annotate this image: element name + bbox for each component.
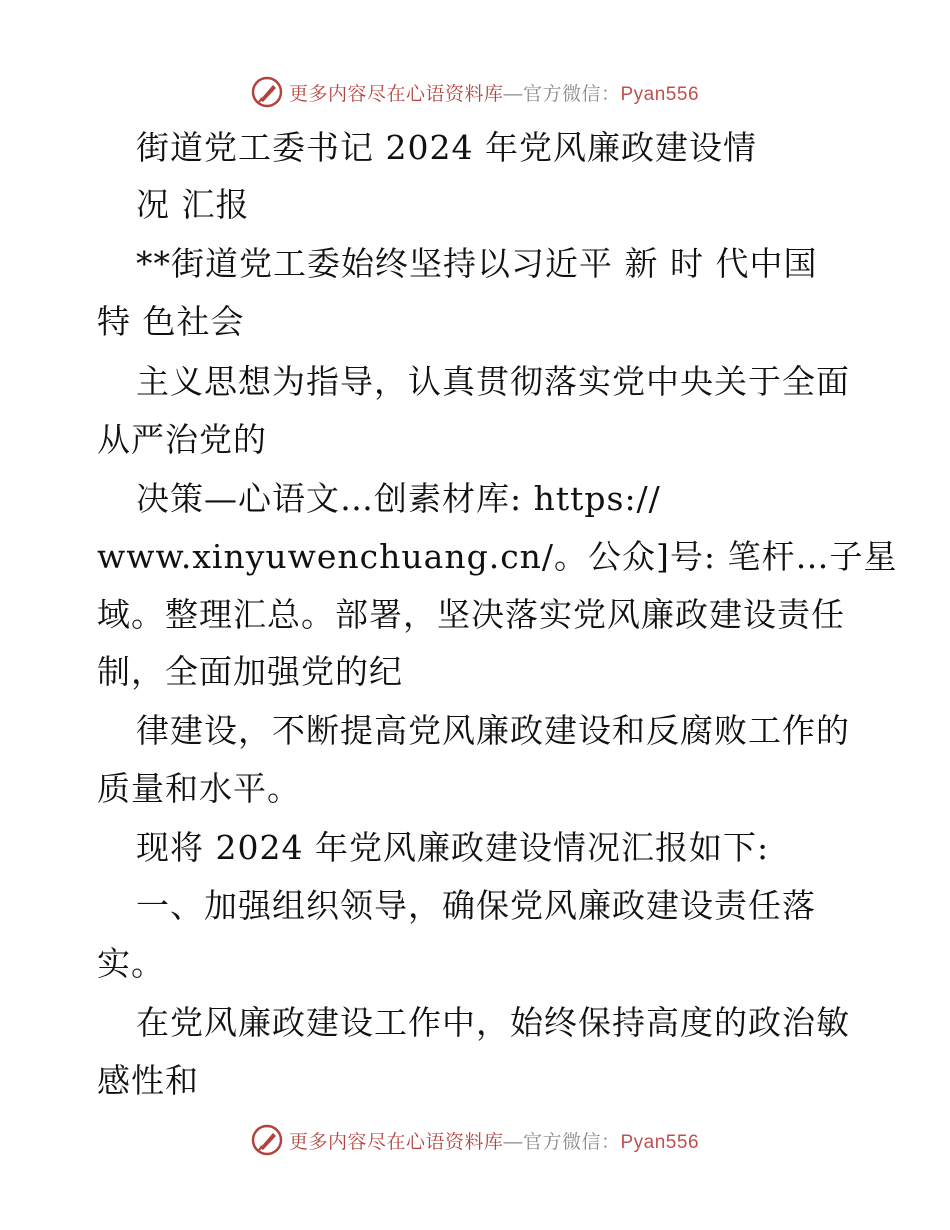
watermark-wechat-id: Pyan556 xyxy=(620,1131,700,1153)
doc-paragraph-line: 制，全面加强党的纪 xyxy=(97,652,403,691)
quill-pen-logo-icon xyxy=(251,1124,283,1156)
watermark-official-label: 官方微信： xyxy=(522,83,621,105)
watermark-wechat-id: Pyan556 xyxy=(620,83,700,105)
footer-watermark xyxy=(0,1120,950,1160)
doc-paragraph-line: 主义思想为指导，认真贯彻落实党中央关于全面 xyxy=(136,362,850,401)
doc-paragraph-line: 决策—心语文…创素材库: https:// xyxy=(136,479,661,518)
doc-paragraph-line: www.xinyuwenchuang.cn/。公众]号: 笔杆…子星 xyxy=(97,537,898,576)
doc-paragraph-line: 从严治党的 xyxy=(97,420,267,459)
doc-section-heading: 一、加强组织领导，确保党风廉政建设责任落 xyxy=(136,886,816,925)
doc-paragraph-line: 域。整理汇总。部署，坚决落实党风廉政建设责任 xyxy=(97,595,845,634)
doc-paragraph-line: 现将 2024 年党风廉政建设情况汇报如下: xyxy=(136,828,770,867)
watermark-main-text: 更多内容尽在心语资料库 xyxy=(288,1131,504,1153)
doc-paragraph-line: 律建设，不断提高党风廉政建设和反腐败工作的 xyxy=(136,711,850,750)
watermark-dash: — xyxy=(503,83,523,105)
doc-paragraph-line: 感性和 xyxy=(97,1061,199,1100)
doc-title-line-1: 街道党工委书记 2024 年党风廉政建设情 xyxy=(136,128,757,167)
doc-paragraph-line: 特 色社会 xyxy=(97,302,245,341)
watermark-official-label: 官方微信： xyxy=(522,1131,621,1153)
watermark-dash: — xyxy=(503,1131,523,1153)
watermark-main-text: 更多内容尽在心语资料库 xyxy=(288,83,504,105)
doc-paragraph-line: 在党风廉政建设工作中，始终保持高度的政治敏 xyxy=(136,1003,850,1042)
doc-paragraph-line: **街道党工委始终坚持以习近平 新 时 代中国 xyxy=(136,244,818,283)
doc-paragraph-line: 实。 xyxy=(97,944,165,983)
doc-title-line-2: 况 汇报 xyxy=(136,185,250,224)
doc-paragraph-line: 质量和水平。 xyxy=(97,769,301,808)
